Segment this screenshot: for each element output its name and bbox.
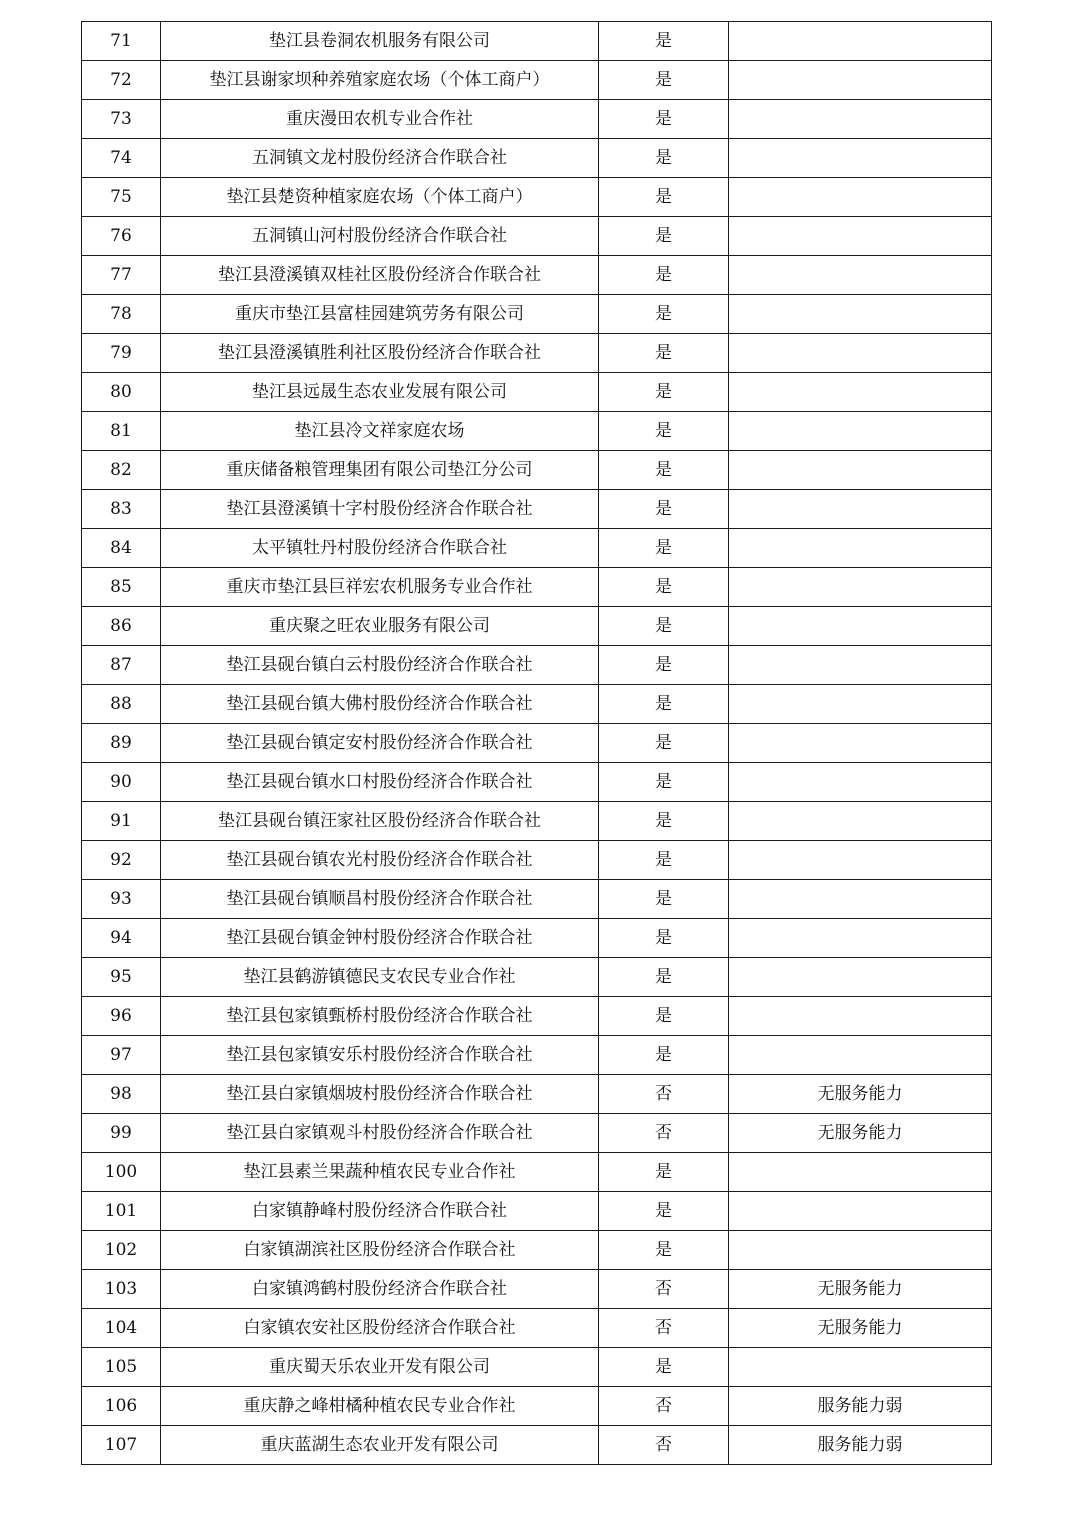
remark-cell: [729, 451, 992, 490]
remark-cell: [729, 802, 992, 841]
organization-name-cell: 垫江县澄溪镇胜利社区股份经济合作联合社: [161, 334, 599, 373]
qualified-flag-cell: 是: [599, 880, 729, 919]
organization-name-cell: 垫江县砚台镇大佛村股份经济合作联合社: [161, 685, 599, 724]
organization-name-cell: 垫江县包家镇安乐村股份经济合作联合社: [161, 1036, 599, 1075]
table-row: [82, 958, 992, 997]
table-row: [82, 295, 992, 334]
remark-cell: [729, 412, 992, 451]
organization-name-cell: 垫江县冷文祥家庭农场: [161, 412, 599, 451]
organization-name-cell: 白家镇鸿鹤村股份经济合作联合社: [161, 1270, 599, 1309]
row-number-cell: 106: [82, 1387, 161, 1426]
table-row: [82, 1036, 992, 1075]
remark-cell: [729, 880, 992, 919]
remark-cell: [729, 1231, 992, 1270]
qualified-flag-cell: 是: [599, 1192, 729, 1231]
table-row: [82, 139, 992, 178]
qualified-flag-cell: 是: [599, 412, 729, 451]
qualified-flag-cell: 是: [599, 607, 729, 646]
row-number-cell: 92: [82, 841, 161, 880]
qualified-flag-cell: 否: [599, 1387, 729, 1426]
table-row: [82, 1348, 992, 1387]
qualified-flag-cell: 是: [599, 178, 729, 217]
table-body: [82, 22, 992, 1465]
remark-cell: 无服务能力: [729, 1309, 992, 1348]
qualified-flag-cell: 是: [599, 1153, 729, 1192]
row-number-cell: 87: [82, 646, 161, 685]
organization-name-cell: 垫江县砚台镇定安村股份经济合作联合社: [161, 724, 599, 763]
organization-name-cell: 重庆漫田农机专业合作社: [161, 100, 599, 139]
table-row: [82, 22, 992, 61]
row-number-cell: 94: [82, 919, 161, 958]
row-number-cell: 81: [82, 412, 161, 451]
remark-cell: [729, 22, 992, 61]
organization-name-cell: 白家镇静峰村股份经济合作联合社: [161, 1192, 599, 1231]
organization-name-cell: 垫江县远晟生态农业发展有限公司: [161, 373, 599, 412]
remark-cell: [729, 529, 992, 568]
row-number-cell: 97: [82, 1036, 161, 1075]
table-row: [82, 217, 992, 256]
organization-name-cell: 太平镇牡丹村股份经济合作联合社: [161, 529, 599, 568]
table-row: [82, 763, 992, 802]
row-number-cell: 86: [82, 607, 161, 646]
table-row: [82, 919, 992, 958]
table-row: [82, 997, 992, 1036]
table-row: [82, 100, 992, 139]
table-row: [82, 1231, 992, 1270]
qualified-flag-cell: 是: [599, 841, 729, 880]
row-number-cell: 79: [82, 334, 161, 373]
row-number-cell: 104: [82, 1309, 161, 1348]
qualified-flag-cell: 否: [599, 1426, 729, 1465]
table-row: [82, 334, 992, 373]
row-number-cell: 90: [82, 763, 161, 802]
remark-cell: 无服务能力: [729, 1075, 992, 1114]
qualified-flag-cell: 是: [599, 1348, 729, 1387]
remark-cell: 无服务能力: [729, 1270, 992, 1309]
organization-name-cell: 白家镇湖滨社区股份经济合作联合社: [161, 1231, 599, 1270]
qualified-flag-cell: 是: [599, 802, 729, 841]
qualified-flag-cell: 否: [599, 1075, 729, 1114]
organization-name-cell: 重庆蜀天乐农业开发有限公司: [161, 1348, 599, 1387]
table-row: [82, 1075, 992, 1114]
qualified-flag-cell: 是: [599, 568, 729, 607]
table-row: [82, 607, 992, 646]
qualified-flag-cell: 是: [599, 217, 729, 256]
remark-cell: [729, 256, 992, 295]
table-row: [82, 1309, 992, 1348]
remark-cell: [729, 334, 992, 373]
row-number-cell: 82: [82, 451, 161, 490]
qualified-flag-cell: 是: [599, 763, 729, 802]
remark-cell: [729, 997, 992, 1036]
row-number-cell: 99: [82, 1114, 161, 1153]
organization-name-cell: 白家镇农安社区股份经济合作联合社: [161, 1309, 599, 1348]
qualified-flag-cell: 是: [599, 334, 729, 373]
qualified-flag-cell: 是: [599, 373, 729, 412]
table-row: [82, 373, 992, 412]
table-row: [82, 490, 992, 529]
row-number-cell: 89: [82, 724, 161, 763]
remark-cell: [729, 958, 992, 997]
table-row: [82, 880, 992, 919]
row-number-cell: 101: [82, 1192, 161, 1231]
remark-cell: [729, 841, 992, 880]
qualified-flag-cell: 是: [599, 490, 729, 529]
organization-name-cell: 垫江县素兰果蔬种植农民专业合作社: [161, 1153, 599, 1192]
qualified-flag-cell: 是: [599, 100, 729, 139]
row-number-cell: 100: [82, 1153, 161, 1192]
row-number-cell: 77: [82, 256, 161, 295]
table-row: [82, 1153, 992, 1192]
organization-name-cell: 五洞镇山河村股份经济合作联合社: [161, 217, 599, 256]
remark-cell: [729, 373, 992, 412]
qualified-flag-cell: 是: [599, 451, 729, 490]
organization-name-cell: 重庆市垫江县巨祥宏农机服务专业合作社: [161, 568, 599, 607]
qualified-flag-cell: 是: [599, 919, 729, 958]
organization-name-cell: 重庆静之峰柑橘种植农民专业合作社: [161, 1387, 599, 1426]
organization-name-cell: 垫江县砚台镇金钟村股份经济合作联合社: [161, 919, 599, 958]
qualified-flag-cell: 是: [599, 958, 729, 997]
row-number-cell: 74: [82, 139, 161, 178]
table-row: [82, 1426, 992, 1465]
qualified-flag-cell: 是: [599, 1231, 729, 1270]
organization-name-cell: 垫江县鹤游镇德民支农民专业合作社: [161, 958, 599, 997]
organization-name-cell: 重庆储备粮管理集团有限公司垫江分公司: [161, 451, 599, 490]
table-row: [82, 61, 992, 100]
qualified-flag-cell: 否: [599, 1270, 729, 1309]
row-number-cell: 103: [82, 1270, 161, 1309]
remark-cell: [729, 1192, 992, 1231]
organization-name-cell: 垫江县砚台镇白云村股份经济合作联合社: [161, 646, 599, 685]
table-row: [82, 841, 992, 880]
organization-name-cell: 垫江县砚台镇水口村股份经济合作联合社: [161, 763, 599, 802]
qualified-flag-cell: 是: [599, 61, 729, 100]
row-number-cell: 105: [82, 1348, 161, 1387]
qualified-flag-cell: 是: [599, 256, 729, 295]
remark-cell: [729, 919, 992, 958]
row-number-cell: 83: [82, 490, 161, 529]
table-row: [82, 1114, 992, 1153]
qualified-flag-cell: 是: [599, 22, 729, 61]
row-number-cell: 96: [82, 997, 161, 1036]
organization-name-cell: 垫江县谢家坝种养殖家庭农场（个体工商户）: [161, 61, 599, 100]
row-number-cell: 93: [82, 880, 161, 919]
qualified-flag-cell: 是: [599, 997, 729, 1036]
row-number-cell: 102: [82, 1231, 161, 1270]
qualified-flag-cell: 是: [599, 724, 729, 763]
table-row: [82, 178, 992, 217]
organization-name-cell: 垫江县白家镇烟坡村股份经济合作联合社: [161, 1075, 599, 1114]
row-number-cell: 76: [82, 217, 161, 256]
row-number-cell: 72: [82, 61, 161, 100]
qualified-flag-cell: 否: [599, 1309, 729, 1348]
row-number-cell: 98: [82, 1075, 161, 1114]
organization-table: [81, 21, 992, 1465]
row-number-cell: 80: [82, 373, 161, 412]
remark-cell: [729, 607, 992, 646]
remark-cell: 服务能力弱: [729, 1426, 992, 1465]
qualified-flag-cell: 是: [599, 685, 729, 724]
remark-cell: [729, 685, 992, 724]
table-row: [82, 1270, 992, 1309]
remark-cell: [729, 1153, 992, 1192]
organization-name-cell: 垫江县包家镇甄桥村股份经济合作联合社: [161, 997, 599, 1036]
table-row: [82, 529, 992, 568]
organization-name-cell: 垫江县澄溪镇十字村股份经济合作联合社: [161, 490, 599, 529]
remark-cell: 无服务能力: [729, 1114, 992, 1153]
organization-name-cell: 五洞镇文龙村股份经济合作联合社: [161, 139, 599, 178]
organization-name-cell: 垫江县卷洞农机服务有限公司: [161, 22, 599, 61]
remark-cell: [729, 1036, 992, 1075]
row-number-cell: 71: [82, 22, 161, 61]
organization-name-cell: 垫江县澄溪镇双桂社区股份经济合作联合社: [161, 256, 599, 295]
qualified-flag-cell: 否: [599, 1114, 729, 1153]
remark-cell: 服务能力弱: [729, 1387, 992, 1426]
table-row: [82, 802, 992, 841]
remark-cell: [729, 61, 992, 100]
table-row: [82, 724, 992, 763]
remark-cell: [729, 217, 992, 256]
organization-name-cell: 垫江县砚台镇汪家社区股份经济合作联合社: [161, 802, 599, 841]
remark-cell: [729, 295, 992, 334]
qualified-flag-cell: 是: [599, 295, 729, 334]
remark-cell: [729, 139, 992, 178]
table-row: [82, 646, 992, 685]
row-number-cell: 88: [82, 685, 161, 724]
remark-cell: [729, 763, 992, 802]
remark-cell: [729, 490, 992, 529]
organization-name-cell: 垫江县白家镇观斗村股份经济合作联合社: [161, 1114, 599, 1153]
organization-name-cell: 重庆蓝湖生态农业开发有限公司: [161, 1426, 599, 1465]
row-number-cell: 85: [82, 568, 161, 607]
row-number-cell: 78: [82, 295, 161, 334]
row-number-cell: 95: [82, 958, 161, 997]
remark-cell: [729, 646, 992, 685]
qualified-flag-cell: 是: [599, 529, 729, 568]
qualified-flag-cell: 是: [599, 646, 729, 685]
table-row: [82, 685, 992, 724]
remark-cell: [729, 100, 992, 139]
organization-name-cell: 重庆市垫江县富桂园建筑劳务有限公司: [161, 295, 599, 334]
table-row: [82, 412, 992, 451]
organization-name-cell: 垫江县砚台镇农光村股份经济合作联合社: [161, 841, 599, 880]
table-row: [82, 568, 992, 607]
remark-cell: [729, 724, 992, 763]
row-number-cell: 107: [82, 1426, 161, 1465]
remark-cell: [729, 1348, 992, 1387]
row-number-cell: 75: [82, 178, 161, 217]
remark-cell: [729, 178, 992, 217]
qualified-flag-cell: 是: [599, 1036, 729, 1075]
row-number-cell: 73: [82, 100, 161, 139]
organization-name-cell: 垫江县楚资种植家庭农场（个体工商户）: [161, 178, 599, 217]
table-row: [82, 1387, 992, 1426]
organization-name-cell: 垫江县砚台镇顺昌村股份经济合作联合社: [161, 880, 599, 919]
table-row: [82, 256, 992, 295]
organization-name-cell: 重庆聚之旺农业服务有限公司: [161, 607, 599, 646]
table-row: [82, 1192, 992, 1231]
qualified-flag-cell: 是: [599, 139, 729, 178]
row-number-cell: 84: [82, 529, 161, 568]
remark-cell: [729, 568, 992, 607]
table-row: [82, 451, 992, 490]
row-number-cell: 91: [82, 802, 161, 841]
